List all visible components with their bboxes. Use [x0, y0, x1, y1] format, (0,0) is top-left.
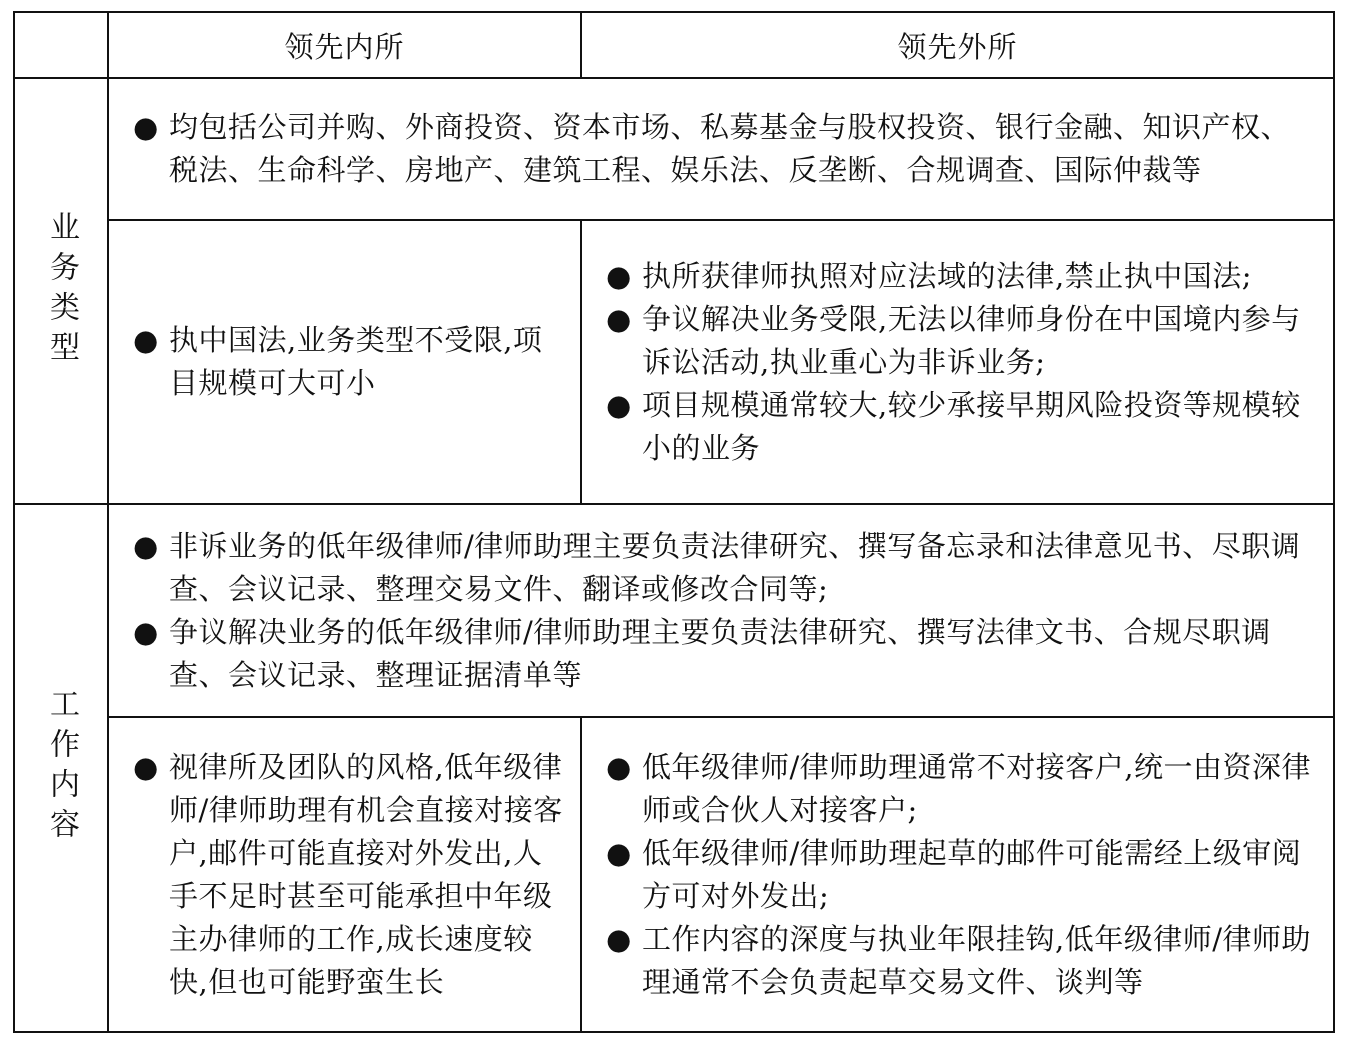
work-content-foreign-list — [600, 746, 1321, 1004]
comparison-table — [13, 11, 1335, 1033]
header-domestic-firms — [109, 13, 580, 77]
header-domestic-label: 领先内所 — [284, 29, 405, 64]
business-type-foreign-cell — [582, 221, 1333, 503]
list-item: ● 视律所及团队的风格,低年级律师/律师助理有机会直接对接客户,邮件可能直接对外发出,人手不足时甚至可能承担中年级主办律师的工作,成长速度较快,但也可能野蛮生长 — [127, 746, 568, 1004]
bullet-icon: ● — [606, 387, 632, 422]
header-foreign-label: 领先外所 — [897, 29, 1018, 64]
business-type-shared-cell — [109, 79, 1333, 219]
bullet-icon: ● — [606, 258, 632, 293]
bullet-icon: ● — [606, 749, 632, 784]
bullet-icon: ● — [133, 749, 159, 784]
row-label-work-content-text: 工作内容 — [44, 688, 79, 848]
list-item: ● 项目规模通常较大,较少承接早期风险投资等规模较小的业务 — [600, 384, 1321, 470]
business-type-domestic-list — [127, 319, 568, 405]
list-item: ● 争议解决业务的低年级律师/律师助理主要负责法律研究、撰写法律文书、合规尽职调查、会议记录、整理证据清单等 — [127, 611, 1319, 697]
bullet-icon: ● — [133, 528, 159, 563]
header-empty-cell — [15, 13, 107, 77]
work-content-shared-cell — [109, 505, 1333, 716]
row-label-business-type-text: 业务类型 — [44, 211, 79, 371]
business-type-foreign-list — [600, 255, 1321, 470]
bullet-icon: ● — [133, 323, 159, 357]
row-label-business-type — [15, 79, 107, 503]
work-content-domestic-list — [127, 746, 568, 1004]
row-label-work-content — [15, 505, 107, 1031]
bullet-icon: ● — [606, 301, 632, 336]
bullet-icon: ● — [606, 835, 632, 870]
list-item: ● 低年级律师/律师助理起草的邮件可能需经上级审阅方可对外发出; — [600, 832, 1321, 918]
header-foreign-firms — [582, 13, 1333, 77]
list-item: ● 执所获律师执照对应法域的法律,禁止执中国法; — [600, 255, 1321, 298]
list-item: ● 低年级律师/律师助理通常不对接客户,统一由资深律师或合伙人对接客户; — [600, 746, 1321, 832]
bullet-icon: ● — [133, 614, 159, 649]
list-item: ● 争议解决业务受限,无法以律师身份在中国境内参与诉讼活动,执业重心为非诉业务; — [600, 298, 1321, 384]
work-content-domestic-cell — [109, 718, 580, 1031]
list-item: ● 均包括公司并购、外商投资、资本市场、私募基金与股权投资、银行金融、知识产权、税法、生命科学、房地产、建筑工程、娱乐法、反垄断、合规调查、国际仲裁等 — [127, 106, 1319, 192]
work-content-shared-list — [127, 525, 1319, 697]
bullet-icon: ● — [606, 921, 632, 956]
work-content-foreign-cell — [582, 718, 1333, 1031]
list-item: ● 工作内容的深度与执业年限挂钩,低年级律师/律师助理通常不会负责起草交易文件、谈判等 — [600, 918, 1321, 1004]
list-item: ● 执中国法,业务类型不受限,项目规模可大可小 — [127, 319, 568, 405]
business-type-domestic-cell — [109, 221, 580, 503]
bullet-icon: ● — [133, 110, 159, 144]
list-item: ● 非诉业务的低年级律师/律师助理主要负责法律研究、撰写备忘录和法律意见书、尽职调查、会议记录、整理交易文件、翻译或修改合同等; — [127, 525, 1319, 611]
business-type-shared-list — [127, 106, 1319, 192]
